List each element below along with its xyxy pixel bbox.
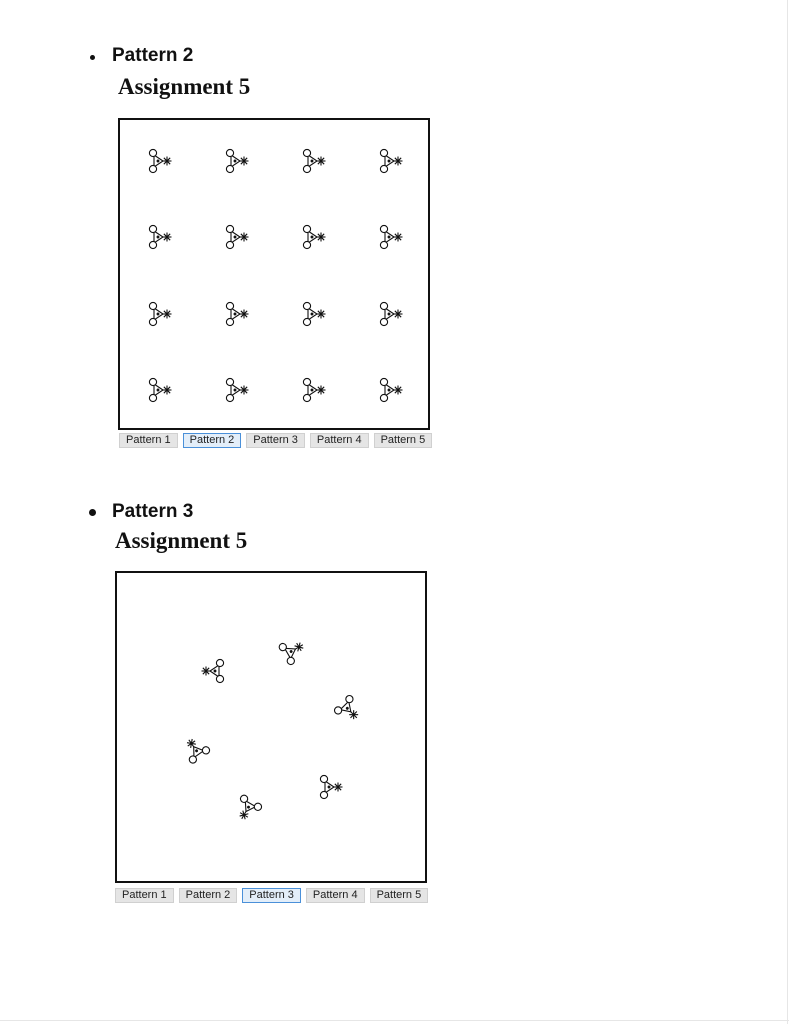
molecule-glyph-icon xyxy=(179,733,211,764)
app-title: Assignment 5 xyxy=(118,74,251,99)
page-edge-bottom xyxy=(0,1020,789,1021)
bullet-icon xyxy=(89,509,96,516)
molecule-glyph-icon xyxy=(333,694,365,726)
molecule-glyph-icon xyxy=(232,794,263,825)
pattern-3-button[interactable]: Pattern 3 xyxy=(242,888,301,903)
pattern-1-button[interactable]: Pattern 1 xyxy=(119,433,178,448)
pattern-2-button[interactable]: Pattern 2 xyxy=(179,888,238,903)
pattern-3-button[interactable]: Pattern 3 xyxy=(246,433,305,448)
drawing-canvas[interactable] xyxy=(115,571,427,883)
canvas-drawing xyxy=(117,573,425,881)
pattern-button-row xyxy=(115,888,428,903)
pattern-4-button[interactable]: Pattern 4 xyxy=(310,433,369,448)
molecule-glyph-icon xyxy=(278,635,309,666)
app-title: Assignment 5 xyxy=(115,528,248,553)
pattern-1-button[interactable]: Pattern 1 xyxy=(115,888,174,903)
pattern-4-button[interactable]: Pattern 4 xyxy=(306,888,365,903)
section-heading: Pattern 2 xyxy=(112,45,194,66)
pattern-5-button[interactable]: Pattern 5 xyxy=(374,433,433,448)
molecule-glyph-icon xyxy=(202,659,224,682)
pattern-2-button[interactable]: Pattern 2 xyxy=(183,433,242,448)
section-heading: Pattern 3 xyxy=(112,501,194,522)
pattern-5-button[interactable]: Pattern 5 xyxy=(370,888,429,903)
molecule-glyph-icon xyxy=(320,775,342,798)
